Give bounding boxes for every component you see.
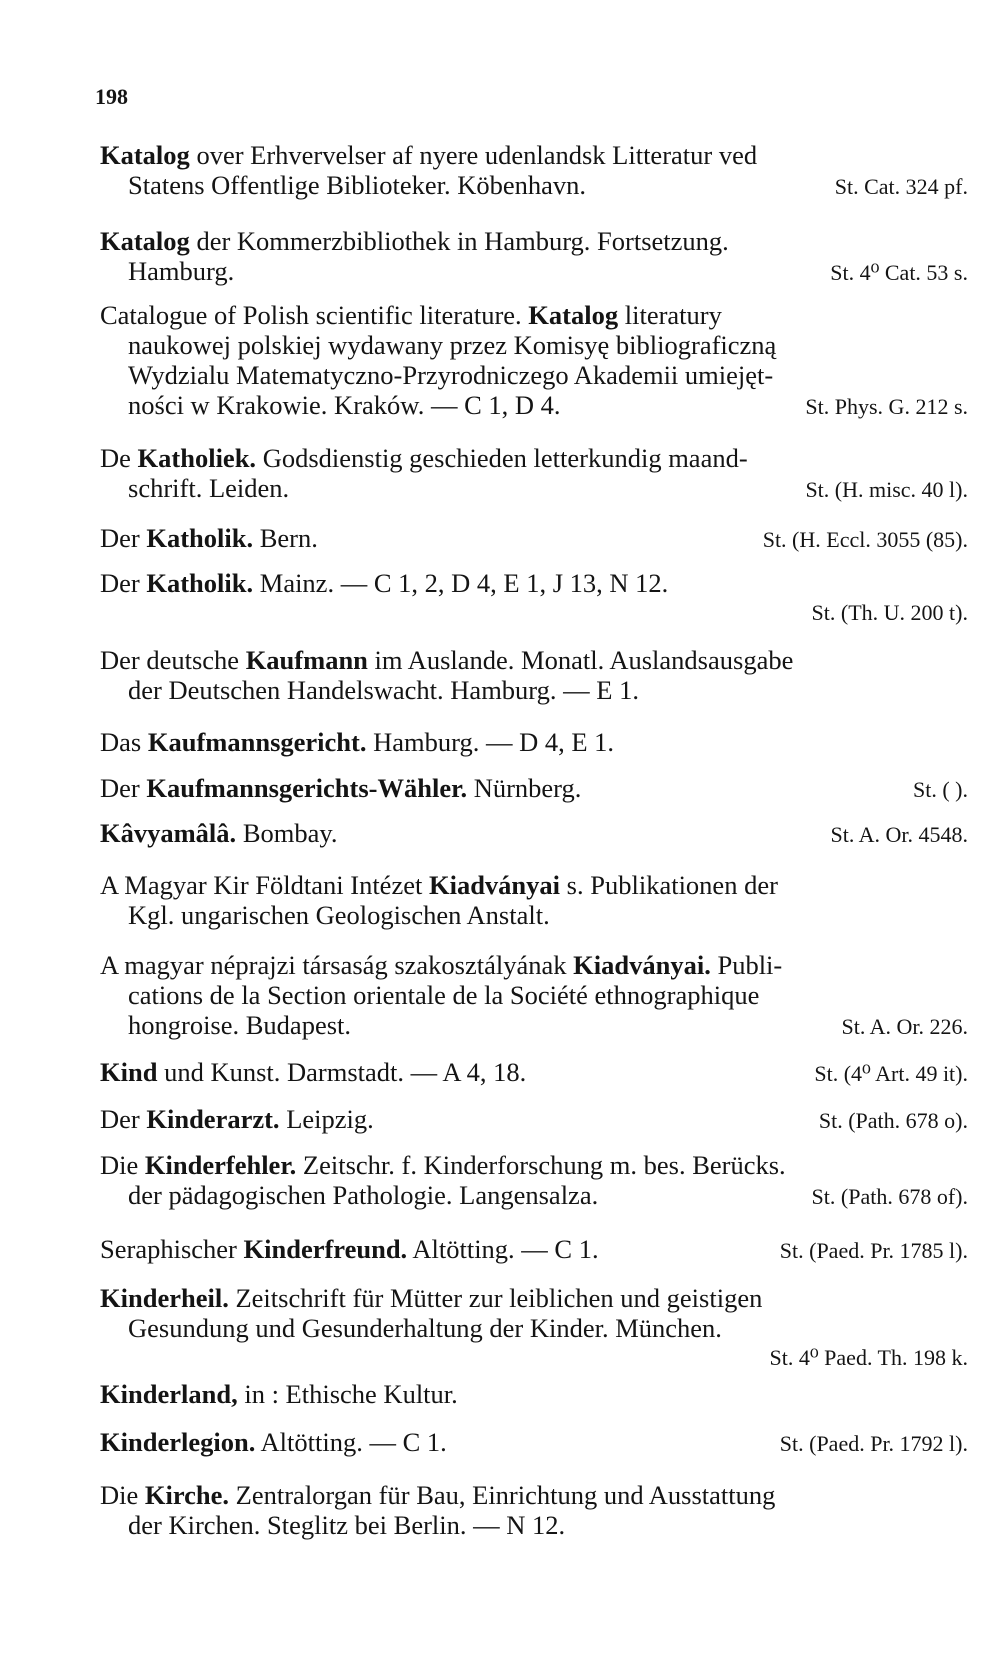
catalog-entry [100,1234,968,1266]
entry-text-run: over Erhvervelser af nyere udenlandsk Litteratur ved [189,140,758,170]
entry-text-run: ności w Krakowie. Kraków. — C 1, D 4. [128,390,561,420]
entry-text [128,1180,598,1210]
entry-text-run: und Kunst. Darmstadt. — A 4, 18. [157,1057,527,1087]
shelf-mark: St. Phys. G. 212 s. [805,394,968,419]
catalog-entry [100,773,968,805]
entry-text-run: Zentralorgan für Bau, Einrichtung und Ausstattung [229,1480,776,1510]
entry-line [100,773,968,805]
entry-line [100,1283,968,1313]
entry-line [100,360,968,390]
entry-line [100,1010,968,1042]
catalog-entry [100,1057,968,1089]
entry-heading: Kirche. [144,1480,230,1510]
entry-line [100,1150,968,1180]
entry-line [100,1313,968,1343]
entry-text-run: Publi- [710,950,783,980]
entry-text [128,170,586,200]
entry-line [100,568,968,598]
entry-text-run: Bern. [253,523,318,553]
catalog-entry [100,950,968,1042]
entry-text [100,523,318,553]
shelf-mark: St. ( ). [913,777,968,802]
shelf-mark: St. (Paed. Pr. 1792 l). [779,1431,968,1456]
entry-line [100,818,968,850]
entry-text [128,1510,565,1540]
catalog-entry [100,727,968,757]
entry-text-run: s. Publikationen der [560,870,778,900]
catalog-entry [100,1104,968,1136]
entry-text-run: Die [100,1480,145,1510]
catalog-entry [100,1283,968,1373]
entry-heading: Kaufmannsgerichts-Wähler. [146,773,468,803]
entry-text [128,900,550,930]
entry-heading: Kinderlegion. [100,1427,256,1457]
entry-heading: Kiadványai. [573,950,711,980]
entry-line [100,140,968,170]
entry-text-run: De [100,443,138,473]
entry-text [128,256,234,286]
catalog-entry [100,568,968,628]
entry-line [100,226,968,256]
entry-text-run: Der [100,523,147,553]
entry-text [100,1104,374,1134]
catalog-entry [100,1379,968,1409]
catalog-entry [100,645,968,705]
entry-heading: Kaufmannsgericht. [147,727,367,757]
shelf-mark: St. A. Or. 4548. [830,822,968,847]
entry-line [100,1057,968,1089]
entry-line [100,1104,968,1136]
entry-text-run: Das [100,727,148,757]
entry-text [100,870,778,900]
entry-line [100,645,968,675]
entry-text [100,818,338,848]
entry-text [100,226,729,256]
entry-line [100,1427,968,1459]
entry-text [100,1427,447,1457]
entry-line [100,1379,968,1409]
entry-line [100,1234,968,1266]
catalog-entry [100,1427,968,1459]
entry-heading: Kinderfreund. [243,1234,408,1264]
entry-line [100,390,968,422]
entry-heading: Kinderland, [100,1379,238,1409]
entry-text [100,140,757,170]
entry-text [100,1057,526,1087]
entry-text-run: Der deutsche [100,645,246,675]
entry-text-run: Kgl. ungarischen Geologischen Anstalt. [128,900,550,930]
entry-text [100,773,581,803]
entry-heading: Katalog [100,140,190,170]
entry-text-run: cations de la Section orientale de la Société ethnographique [128,980,760,1010]
entry-heading: Kâvyamâlâ. [100,818,237,848]
entry-text-run: Die [100,1150,145,1180]
shelf-mark: St. A. Or. 226. [841,1014,968,1039]
entry-text-run: der Deutschen Handelswacht. Hamburg. — E 1. [128,675,639,705]
entry-text [100,645,793,675]
entry-heading: Katholiek. [137,443,257,473]
entry-line [100,727,968,757]
entry-text [128,1313,722,1343]
entry-text [100,1150,786,1180]
entry-text [100,1480,775,1510]
catalog-entry [100,1150,968,1212]
entry-text-run: Seraphischer [100,1234,244,1264]
entry-text-run: Der [100,773,147,803]
catalog-entry [100,140,968,202]
entry-text-run: Wydzialu Matematyczno-Przyrodniczego Akademii umiejęt- [128,360,774,390]
entry-text [100,950,782,980]
entry-line [100,330,968,360]
entry-text-run: im Auslande. Monatl. Auslandsausgabe [367,645,794,675]
entry-line [100,980,968,1010]
entry-text [100,1283,762,1313]
catalog-entry [100,523,968,555]
entry-heading: Kinderarzt. [146,1104,280,1134]
entry-text-run: in : Ethische Kultur. [237,1379,458,1409]
entry-heading: Katalog [100,226,190,256]
entry-text-run: der pädagogischen Pathologie. Langensalza. [128,1180,599,1210]
entry-heading: Katholik. [146,523,254,553]
catalog-entry [100,1480,968,1540]
entry-text-run: Catalogue of Polish scientific literature. [100,300,529,330]
entry-text [128,360,773,390]
entry-text-run: naukowej polskiej wydawany przez Komisyę bibliograficzną [128,330,777,360]
entry-line [100,675,968,705]
page-number: 198 [95,84,128,109]
entry-text [128,330,776,360]
entry-text-run: Hamburg. — D 4, E 1. [366,727,615,757]
shelf-mark: St. (H. Eccl. 3055 (85). [762,527,968,552]
entry-text-run: hongroise. Budapest. [128,1010,352,1040]
entry-line [100,900,968,930]
entry-text-run: A Magyar Kir Földtani Intézet [100,870,429,900]
entry-text [100,727,614,757]
entry-text-run: Statens Offentlige Biblioteker. Köbenhavn. [128,170,587,200]
entry-text [128,980,759,1010]
entry-text [100,1379,458,1409]
entry-line [100,523,968,555]
entry-text-run: Leipzig. [279,1104,374,1134]
entry-text-run: Altötting. — C 1. [407,1234,599,1264]
entry-text-run: Hamburg. [128,256,235,286]
entry-line [100,473,968,505]
shelf-mark: St. (Path. 678 o). [818,1108,968,1133]
entry-line [100,950,968,980]
entry-text-run: Der [100,568,147,598]
entry-heading: Kind [100,1057,158,1087]
entry-heading: Kinderheil. [100,1283,229,1313]
entry-text-run: literatury [618,300,722,330]
entry-text-run: Bombay. [236,818,338,848]
entry-line [100,300,968,330]
entry-text [100,443,748,473]
entry-text [128,473,289,503]
entry-text-run: A magyar néprajzi társaság szakosztályának [100,950,574,980]
shelf-mark: St. (Path. 678 of). [811,1184,968,1209]
entry-heading: Katholik. [146,568,254,598]
entry-text [128,675,639,705]
entry-line [100,598,968,628]
entry-heading: Kaufmann [245,645,368,675]
entry-line [100,1180,968,1212]
entry-heading: Katalog [528,300,619,330]
entry-line [100,1510,968,1540]
entry-line [100,256,968,288]
entry-heading: Kinderfehler. [144,1150,297,1180]
shelf-mark: St. 4⁰ Paed. Th. 198 k. [769,1345,968,1370]
catalog-entry [100,300,968,422]
shelf-mark: St. 4⁰ Cat. 53 s. [830,260,968,285]
entry-line [100,1480,968,1510]
entry-text-run: Gesundung und Gesunderhaltung der Kinder. München. [128,1313,722,1343]
shelf-mark: St. Cat. 324 pf. [834,174,968,199]
entry-text-run: der Kirchen. Steglitz bei Berlin. — N 12. [128,1510,566,1540]
entry-line [100,170,968,202]
catalog-entry [100,870,968,930]
entry-text-run: Der [100,1104,147,1134]
catalog-entry [100,818,968,850]
entry-text-run: Zeitschrift für Mütter zur leiblichen und geistigen [228,1283,763,1313]
catalog-entry [100,443,968,505]
entry-text [100,1234,599,1264]
entry-text [100,568,668,598]
entry-text-run: der Kommerzbibliothek in Hamburg. Fortsetzung. [189,226,729,256]
entry-line [100,870,968,900]
catalog-entry [100,226,968,288]
entry-text [128,390,561,420]
entry-text-run: Zeitschr. f. Kinderforschung m. bes. Berücks. [296,1150,786,1180]
entry-text-run: Altötting. — C 1. [255,1427,447,1457]
entry-line [100,443,968,473]
shelf-mark: St. (H. misc. 40 l). [805,477,968,502]
shelf-mark: St. (Th. U. 200 t). [811,600,968,625]
shelf-mark: St. (Paed. Pr. 1785 l). [779,1238,968,1263]
entry-text-run: Godsdienstig geschieden letterkundig maand- [256,443,748,473]
shelf-mark: St. (4⁰ Art. 49 it). [814,1061,968,1086]
entry-text-run: Nürnberg. [467,773,582,803]
entry-heading: Kiadványai [428,870,561,900]
entry-text [100,300,722,330]
entry-text [128,1010,351,1040]
entry-text-run: schrift. Leiden. [128,473,290,503]
entry-text-run: Mainz. — C 1, 2, D 4, E 1, J 13, N 12. [253,568,669,598]
entry-line [100,1343,968,1373]
